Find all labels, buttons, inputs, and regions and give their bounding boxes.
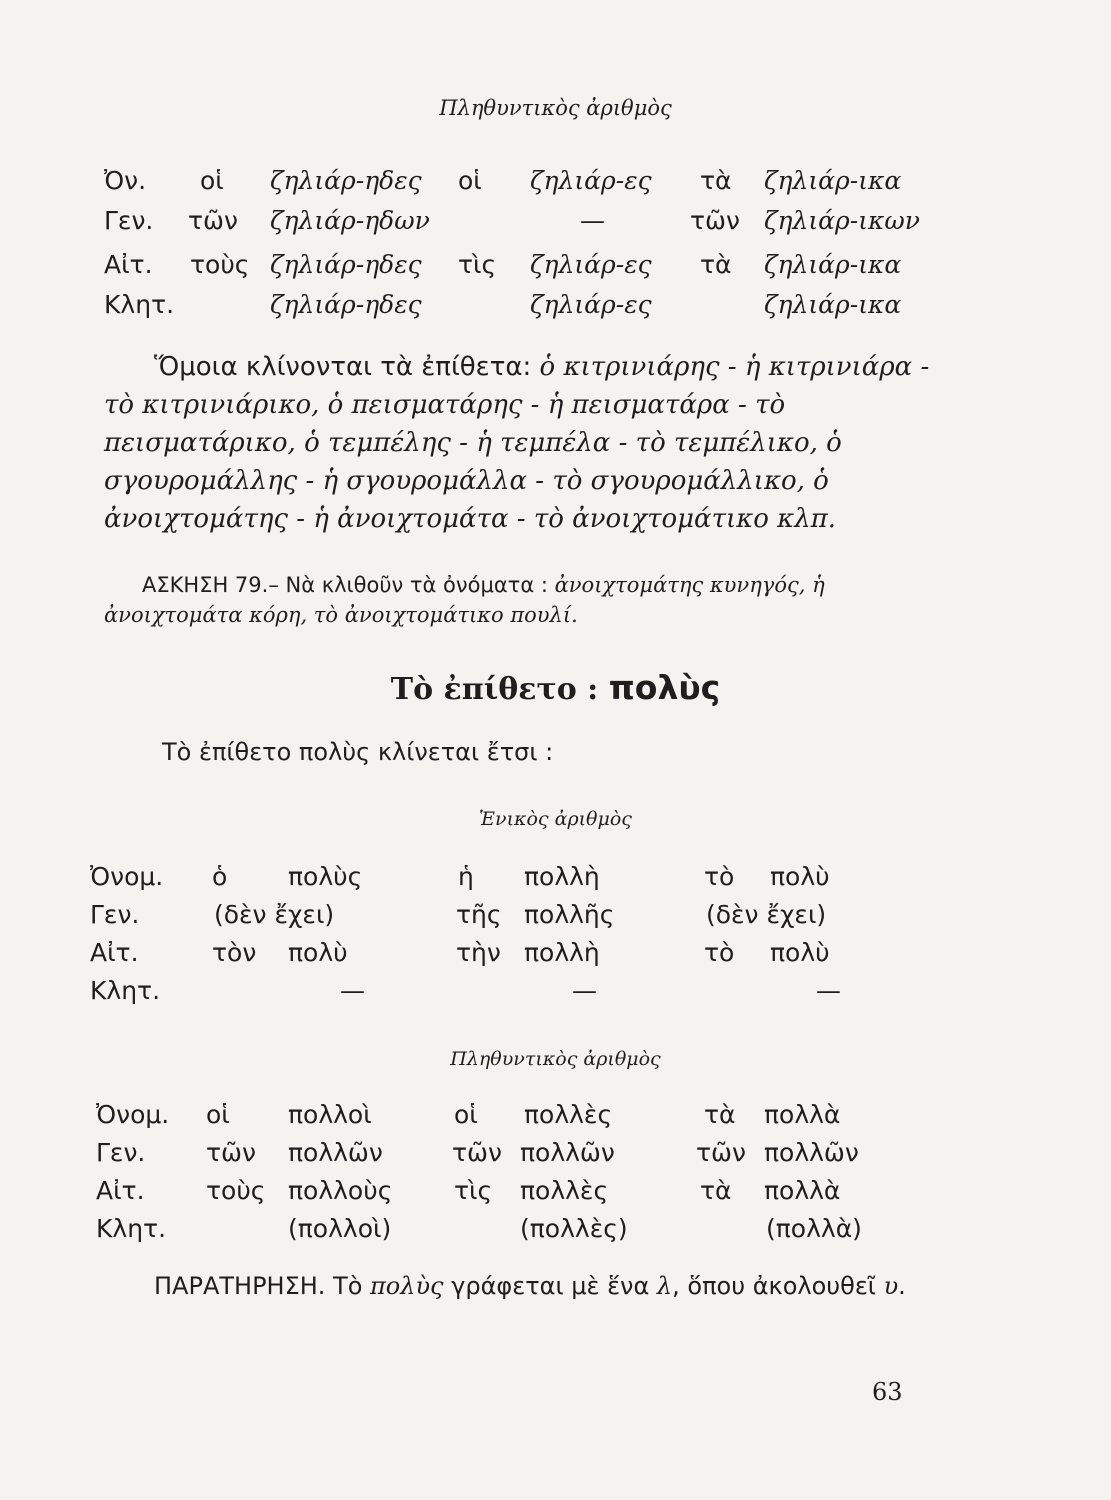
form-neut: (δὲν ἔχει) [706, 900, 827, 929]
form-neut: ζηλιάρ-ικα [764, 250, 902, 279]
article-fem: τὶς [458, 250, 497, 279]
page-number: 63 [872, 1378, 903, 1406]
form-fem: πολλὴ [524, 938, 600, 967]
article-neut: τῶν [690, 206, 740, 235]
form-masc: ζηλιάρ-ηδες [270, 290, 422, 319]
table-row [0, 166, 1111, 206]
form-masc: — [340, 976, 365, 1005]
case-label: Ὀνομ. [90, 862, 164, 891]
form-fem: πολλὲς [520, 1176, 609, 1205]
case-label: Αἰτ. [104, 250, 153, 279]
exercise-label: ΑΣΚΗΣΗ 79.– Νὰ κλιθοῦν τὰ ὀνόματα : [142, 573, 555, 597]
article-fem: τὶς [454, 1176, 493, 1205]
section-title [0, 668, 1111, 707]
case-label: Ὀνομ. [96, 1100, 170, 1129]
note-after: , ὅπου ἀκολουθεῖ [672, 1272, 884, 1300]
form-neut: πολλὰ [764, 1100, 841, 1129]
table-row [0, 250, 1111, 290]
case-label: Αἰτ. [90, 938, 139, 967]
table-row [0, 976, 1111, 1016]
case-label: Αἰτ. [96, 1176, 145, 1205]
plural-heading-2: Πληθυντικὸς ἀριθμὸς [450, 1048, 661, 1070]
paragraph-examples: ὁ κιτρινιάρης - ἡ κιτρινιάρα - τὸ κιτρινιάρικο, ὁ πεισματάρης - ἡ πεισματάρα - τὸ πεισματάρικο, ὁ τεμπέλης - ἡ τεμπέλα - τὸ τεμπέλικο, ὁ σγουρομάλλης - ἡ σγουρομάλλα - τὸ σγουρομάλλικο, ὁ ἀνοιχτομάτης - ἡ ἀνοιχτομάτα - τὸ ἀνοιχτομάτικο κλπ. [104, 352, 930, 534]
article-neut: τὸ [704, 862, 735, 891]
form-neut: πολλὰ [764, 1176, 841, 1205]
form-masc: πολλοὶ [288, 1100, 372, 1129]
table-row [0, 938, 1111, 978]
intro-line: Τὸ ἐπίθετο πολὺς κλίνεται ἔτσι : [162, 738, 554, 766]
article-neut: τὰ [700, 1176, 732, 1205]
form-masc: πολλοὺς [288, 1176, 393, 1205]
singular-heading: Ἑνικὸς ἀριθμὸς [479, 808, 632, 830]
form-fem: πολλὲς [524, 1100, 613, 1129]
table-row [0, 1138, 1111, 1178]
article-neut: τὰ [700, 166, 732, 195]
exercise-text: ἀνοιχτομάτης κυνηγός, ἡ ἀνοιχτομάτα κόρη, τὸ ἀνοιχτομάτικο πουλί. [104, 573, 825, 627]
article-neut: τῶν [696, 1138, 746, 1167]
table-row [0, 290, 1111, 330]
article-fem: ἡ [458, 862, 474, 891]
article-neut: τὰ [704, 1100, 736, 1129]
form-fem: — [580, 206, 605, 235]
form-fem: (πολλὲς) [520, 1214, 628, 1243]
note-end: . [898, 1272, 906, 1300]
form-fem: ζηλιάρ-ες [530, 250, 652, 279]
form-masc: ζηλιάρ-ηδες [270, 250, 422, 279]
section-title-word: πολὺς [608, 668, 721, 707]
case-label: Γεν. [104, 206, 154, 235]
article-masc: τοὺς [190, 250, 250, 279]
form-neut: πολὺ [770, 862, 830, 891]
article-fem: τὴν [456, 938, 501, 967]
form-fem: — [572, 976, 597, 1005]
table-row [0, 862, 1111, 902]
form-neut: ζηλιάρ-ικων [764, 206, 920, 235]
form-masc: (πολλοὶ) [288, 1214, 392, 1243]
section-title-prefix: Τὸ ἐπίθετο : [390, 672, 599, 707]
form-fem: ζηλιάρ-ες [530, 290, 652, 319]
form-masc: πολὺς [288, 862, 363, 891]
case-label: Γεν. [90, 900, 140, 929]
table-row [0, 1100, 1111, 1140]
plural-heading-1: Πληθυντικὸς ἀριθμὸς [439, 96, 672, 120]
article-fem: οἱ [458, 166, 482, 195]
paragraph-lead: Ὅμοια κλίνονται τὰ ἐπίθετα: [154, 352, 540, 382]
form-neut: πολὺ [770, 938, 830, 967]
form-masc: ζηλιάρ-ηδες [270, 166, 422, 195]
article-fem: οἱ [454, 1100, 478, 1129]
form-neut: ζηλιάρ-ικα [764, 166, 902, 195]
case-label: Κλητ. [96, 1214, 167, 1243]
article-fem: τῶν [452, 1138, 502, 1167]
case-label: Κλητ. [90, 976, 161, 1005]
exercise-79 [104, 570, 950, 630]
form-fem: πολλῶν [520, 1138, 615, 1167]
case-label: Κλητ. [104, 290, 175, 319]
note-word: πολὺς [370, 1272, 444, 1300]
table-row [0, 1176, 1111, 1216]
form-neut: ζηλιάρ-ικα [764, 290, 902, 319]
article-masc: τοὺς [206, 1176, 266, 1205]
note-letter-lambda: λ [656, 1272, 673, 1300]
table-row [0, 900, 1111, 940]
case-label: Ὀν. [104, 166, 147, 195]
similar-adjectives-paragraph [104, 348, 946, 538]
observation-note [104, 1268, 934, 1304]
form-masc: ζηλιάρ-ηδων [270, 206, 430, 235]
article-masc: οἱ [206, 1100, 230, 1129]
form-masc: πολὺ [288, 938, 348, 967]
article-masc: τῶν [206, 1138, 256, 1167]
form-masc: (δὲν ἔχει) [214, 900, 335, 929]
case-label: Γεν. [96, 1138, 146, 1167]
article-neut: τὸ [704, 938, 735, 967]
form-neut: — [816, 976, 841, 1005]
note-mid: γράφεται μὲ ἕνα [443, 1272, 657, 1300]
article-masc: ὁ [212, 862, 228, 891]
article-masc: τὸν [212, 938, 257, 967]
table-row [0, 1214, 1111, 1254]
article-masc: οἱ [200, 166, 224, 195]
article-neut: τὰ [700, 250, 732, 279]
article-fem: τῆς [456, 900, 502, 929]
form-fem: ζηλιάρ-ες [530, 166, 652, 195]
form-masc: πολλῶν [288, 1138, 383, 1167]
note-label: ΠΑΡΑΤΗΡΗΣΗ. Τὸ [154, 1272, 371, 1300]
form-neut: (πολλὰ) [766, 1214, 862, 1243]
form-fem: πολλῆς [524, 900, 615, 929]
note-letter-upsilon: υ [883, 1272, 899, 1300]
form-neut: πολλῶν [764, 1138, 859, 1167]
form-fem: πολλὴ [524, 862, 600, 891]
article-masc: τῶν [188, 206, 238, 235]
table-row [0, 206, 1111, 246]
